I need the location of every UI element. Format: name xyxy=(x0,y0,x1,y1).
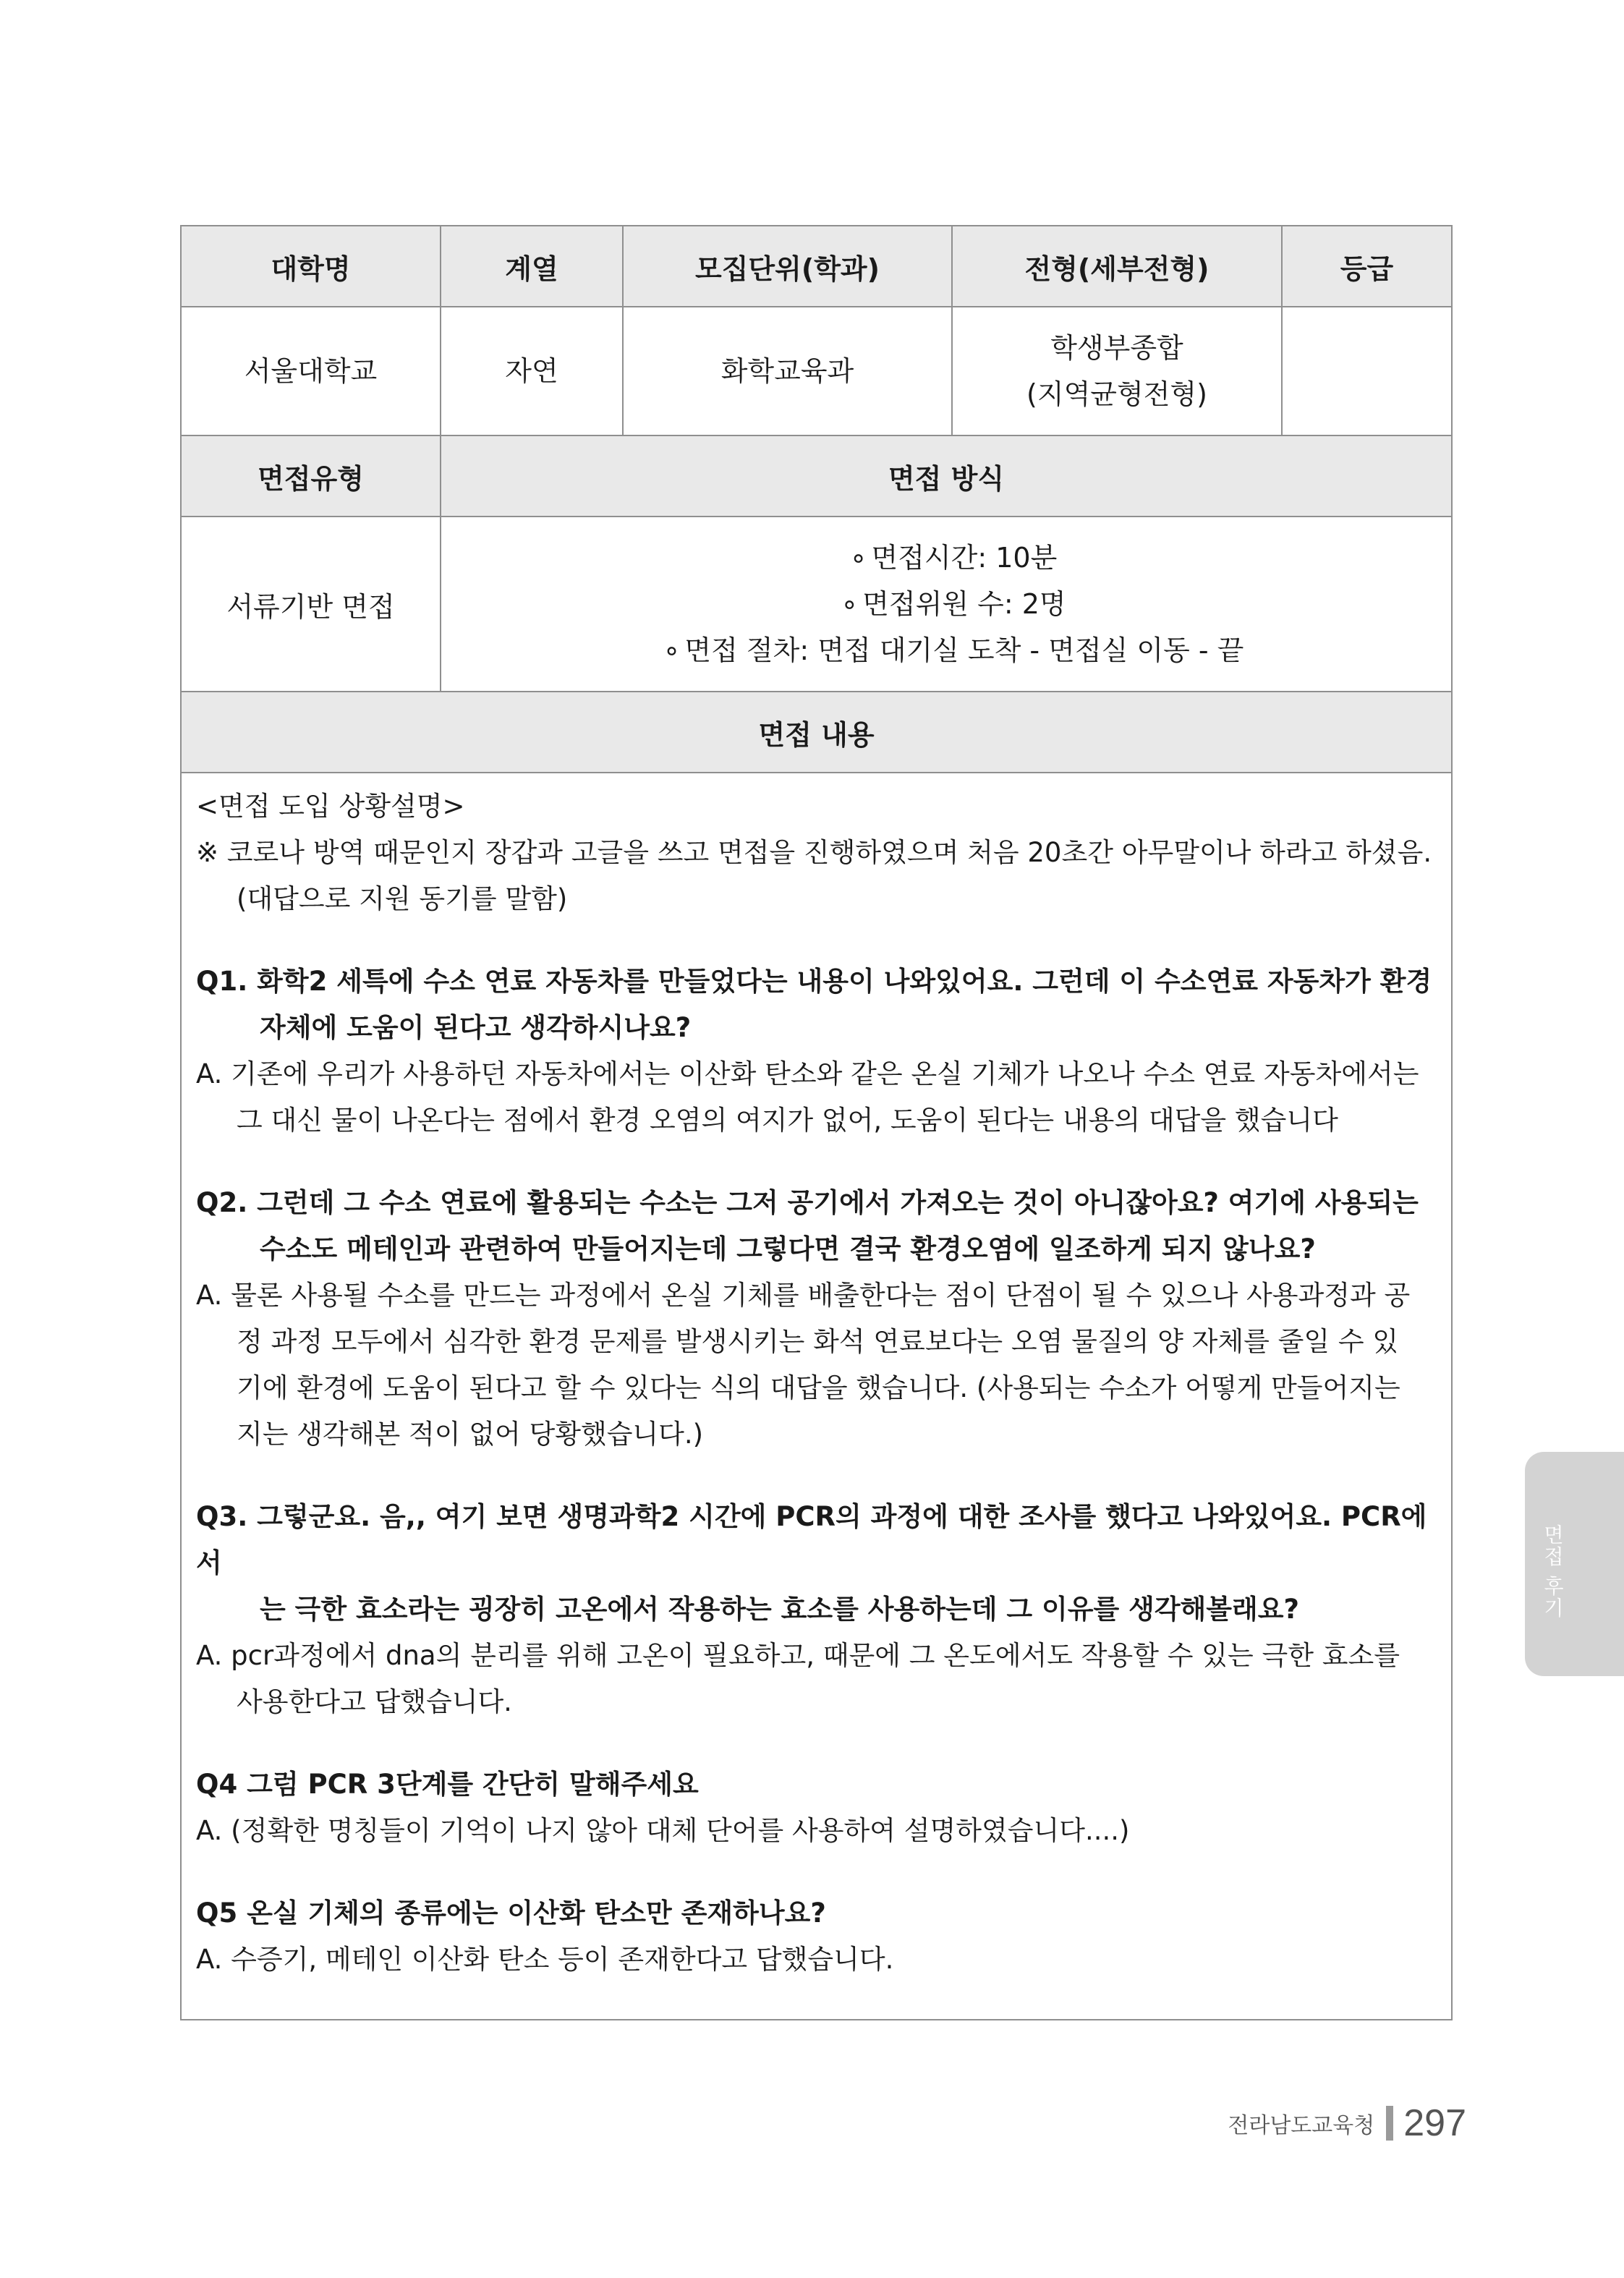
header-department: 모집단위(학과) xyxy=(623,226,952,307)
answer-2: A. 물론 사용될 수소를 만드는 과정에서 온실 기체를 배출한다는 점이 단점이 될 수 있으나 사용과정과 공 xyxy=(196,1280,1411,1311)
side-tab-label: 면접 후기 xyxy=(1541,1524,1565,1619)
interview-method-list xyxy=(441,517,1452,692)
header-admission: 전형(세부전형) xyxy=(952,226,1282,307)
question-1: Q1. 화학2 세특에 수소 연료 자동차를 만들었다는 내용이 나와있어요. 그런데 이 수소연료 자동차가 환경 xyxy=(196,966,1432,997)
question-2: Q2. 그런데 그 수소 연료에 활용되는 수소는 그저 공기에서 가져오는 것이 아니잖아요? 여기에 사용되는 xyxy=(196,1187,1419,1218)
cell-interview-type: 서류기반 면접 xyxy=(181,517,441,692)
intro-title: <면접 도입 상황설명> xyxy=(196,791,465,822)
page-number: 297 xyxy=(1403,2102,1466,2144)
cell-admission xyxy=(952,307,1282,435)
header-interview-method: 면접 방식 xyxy=(441,435,1452,517)
question-3: Q3. 그렇군요. 음,, 여기 보면 생명과학2 시간에 PCR의 과정에 대한 조사를 했다고 나와있어요. PCR에서 xyxy=(196,1501,1427,1578)
header-university: 대학명 xyxy=(181,226,441,307)
method-item: ∘ 면접 절차: 면접 대기실 도착 - 면접실 이동 - 끝 xyxy=(456,627,1451,673)
question-3-cont: 는 극한 효소라는 굉장히 고온에서 작용하는 효소를 사용하는데 그 이유를 생각해볼래요? xyxy=(260,1594,1299,1625)
question-2-cont: 수소도 메테인과 관련하여 만들어지는데 그렇다면 결국 환경오염에 일조하게 되지 않나요? xyxy=(260,1233,1316,1265)
cell-department: 화학교육과 xyxy=(623,307,952,435)
answer-1-cont: 그 대신 물이 나온다는 점에서 환경 오염의 여지가 없어, 도움이 된다는 내용의 대답을 했습니다 xyxy=(237,1105,1338,1136)
header-grade: 등급 xyxy=(1282,226,1452,307)
question-5: Q5 온실 기체의 종류에는 이산화 탄소만 존재하나요? xyxy=(196,1897,826,1929)
header-interview-content: 면접 내용 xyxy=(181,692,1452,773)
answer-5: A. 수증기, 메테인 이산화 탄소 등이 존재한다고 답했습니다. xyxy=(196,1944,894,1975)
answer-4: A. (정확한 명칭들이 기억이 나지 않아 대체 단어를 사용하여 설명하였습니다....) xyxy=(196,1815,1130,1846)
method-item: ∘ 면접위원 수: 2명 xyxy=(456,581,1451,627)
method-item: ∘ 면접시간: 10분 xyxy=(456,535,1451,581)
intro-note-cont: (대답으로 지원 동기를 말함) xyxy=(237,883,568,914)
answer-3-cont: 사용한다고 답했습니다. xyxy=(237,1686,512,1717)
page-footer xyxy=(1228,2101,1466,2145)
header-field: 계열 xyxy=(441,226,623,307)
intro-note: ※ 코로나 방역 때문인지 장갑과 고글을 쓰고 면접을 진행하였으며 처음 20초간 아무말이나 하라고 하셨음. xyxy=(196,837,1432,868)
footer-divider xyxy=(1386,2106,1393,2141)
answer-2-cont: 지는 생각해본 적이 없어 당황했습니다.) xyxy=(237,1419,704,1450)
side-section-tab[interactable] xyxy=(1525,1452,1624,1676)
question-1-cont: 자체에 도움이 된다고 생각하시나요? xyxy=(260,1012,692,1043)
interview-table xyxy=(180,225,1453,2020)
answer-1: A. 기존에 우리가 사용하던 자동차에서는 이산화 탄소와 같은 온실 기체가 나오나 수소 연료 자동차에서는 xyxy=(196,1058,1419,1089)
interview-content xyxy=(181,773,1452,2020)
answer-2-cont: 정 과정 모두에서 심각한 환경 문제를 발생시키는 화석 연료보다는 오염 물질의 양 자체를 줄일 수 있 xyxy=(237,1326,1399,1357)
admission-line-1: 학생부종합 xyxy=(1050,332,1183,364)
footer-org: 전라남도교육청 xyxy=(1228,2113,1375,2138)
cell-field: 자연 xyxy=(441,307,623,435)
answer-3: A. pcr과정에서 dna의 분리를 위해 고온이 필요하고, 때문에 그 온도에서도 작용할 수 있는 극한 효소를 xyxy=(196,1640,1400,1671)
answer-2-cont: 기에 환경에 도움이 된다고 할 수 있다는 식의 대답을 했습니다. (사용되는 수소가 어떻게 만들어지는 xyxy=(237,1372,1400,1403)
admission-line-2: (지역균형전형) xyxy=(1026,378,1207,410)
header-interview-type: 면접유형 xyxy=(181,435,441,517)
cell-grade xyxy=(1282,307,1452,435)
cell-university: 서울대학교 xyxy=(181,307,441,435)
question-4: Q4 그럼 PCR 3단계를 간단히 말해주세요 xyxy=(196,1769,699,1800)
